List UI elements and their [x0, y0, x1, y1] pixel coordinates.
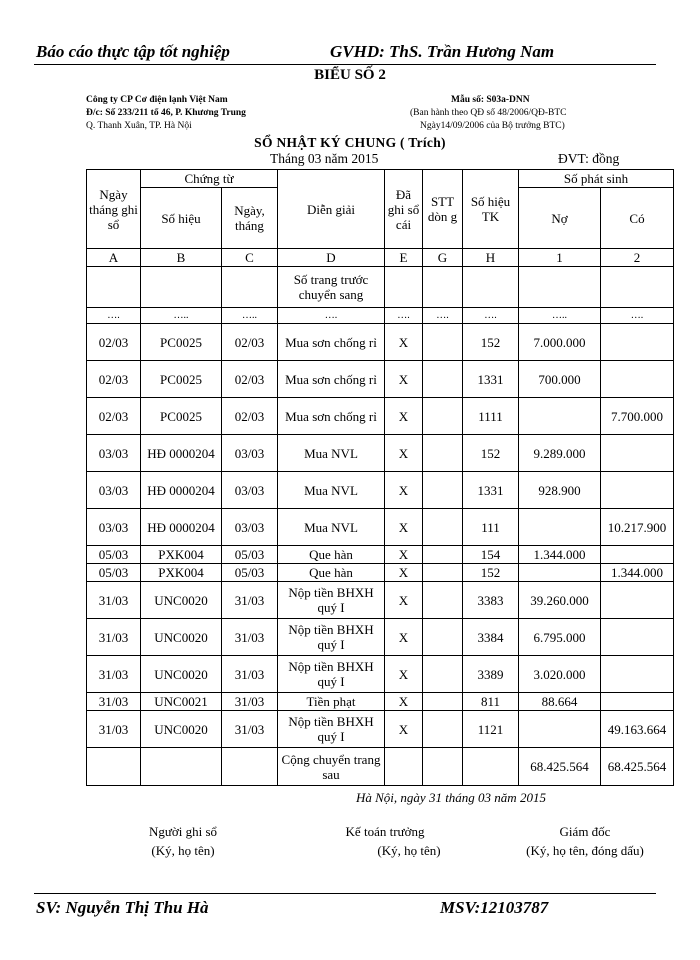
entry-description: Nộp tiền BHXH quý I: [278, 582, 385, 619]
debit-amount: 1.344.000: [519, 546, 601, 564]
credit-amount: [601, 619, 674, 656]
voucher-number: HĐ 0000204: [141, 472, 222, 509]
credit-amount: 1.344.000: [601, 564, 674, 582]
voucher-number: HĐ 0000204: [141, 509, 222, 546]
ellipsis: …..: [141, 308, 222, 324]
voucher-date: 31/03: [222, 711, 278, 748]
voucher-number: PC0025: [141, 398, 222, 435]
voucher-date: 05/03: [222, 546, 278, 564]
col-header-account: Số hiệu TK: [463, 170, 519, 249]
account-number: 3389: [463, 656, 519, 693]
col-header-amount: Số phát sinh: [519, 170, 674, 188]
signature-note: (Ký, họ tên): [151, 843, 215, 858]
ellipsis: ….: [423, 308, 463, 324]
entry-description: Mua sơn chống rỉ: [278, 324, 385, 361]
closing-total-row: [87, 748, 674, 786]
journal-entry-row: [87, 435, 674, 472]
posted-mark: X: [385, 509, 423, 546]
journal-entry-row: [87, 619, 674, 656]
ellipsis: …..: [519, 308, 601, 324]
debit-amount: 7.000.000: [519, 324, 601, 361]
posted-mark: X: [385, 361, 423, 398]
journal-entry-row: [87, 656, 674, 693]
entry-date: 03/03: [87, 472, 141, 509]
account-number: 811: [463, 693, 519, 711]
col-code: B: [141, 249, 222, 267]
journal-entry-row: [87, 711, 674, 748]
col-header-voucher: Chứng từ: [141, 170, 278, 188]
line-number: [423, 324, 463, 361]
col-header-description: Diễn giải: [278, 170, 385, 249]
ellipsis: …..: [222, 308, 278, 324]
debit-amount: 3.020.000: [519, 656, 601, 693]
journal-entry-row: [87, 472, 674, 509]
line-number: [423, 711, 463, 748]
posted-mark: X: [385, 582, 423, 619]
signature-note: (Ký, họ tên): [377, 843, 441, 858]
col-code: 1: [519, 249, 601, 267]
debit-amount: 928.900: [519, 472, 601, 509]
entry-description: Mua NVL: [278, 472, 385, 509]
entry-description: Mua sơn chống rỉ: [278, 398, 385, 435]
signature-title: Người ghi sổ: [148, 824, 218, 839]
journal-entry-row: [87, 324, 674, 361]
col-code: G: [423, 249, 463, 267]
debit-amount: [519, 564, 601, 582]
journal-entry-row: [87, 546, 674, 564]
form-code: Mẫu số: S03a-DNN: [451, 95, 530, 105]
voucher-number: UNC0020: [141, 582, 222, 619]
signature-director: [505, 822, 665, 860]
col-code: C: [222, 249, 278, 267]
form-issued: (Ban hành theo QĐ số 48/2006/QĐ-BTC: [410, 108, 567, 118]
general-journal-table: [86, 169, 674, 786]
closing-credit-total: 68.425.564: [601, 748, 674, 786]
voucher-number: UNC0020: [141, 656, 222, 693]
debit-amount: [519, 398, 601, 435]
ellipsis: ….: [278, 308, 385, 324]
ellipsis-row: [87, 308, 674, 324]
voucher-date: 31/03: [222, 656, 278, 693]
company-district: Q. Thanh Xuân, TP. Hà Nội: [86, 121, 192, 131]
posted-mark: X: [385, 398, 423, 435]
credit-amount: 10.217.900: [601, 509, 674, 546]
credit-amount: 7.700.000: [601, 398, 674, 435]
voucher-date: 31/03: [222, 693, 278, 711]
account-number: 152: [463, 324, 519, 361]
line-number: [423, 693, 463, 711]
journal-entry-row: [87, 582, 674, 619]
ellipsis: ….: [601, 308, 674, 324]
voucher-number: HĐ 0000204: [141, 435, 222, 472]
student-name: SV: Nguyễn Thị Thu Hà: [36, 898, 209, 917]
journal-entry-row: [87, 693, 674, 711]
voucher-number: PC0025: [141, 361, 222, 398]
credit-amount: [601, 472, 674, 509]
account-number: 1121: [463, 711, 519, 748]
footer-divider: [34, 893, 656, 894]
entry-date: 02/03: [87, 361, 141, 398]
entry-description: Que hàn: [278, 546, 385, 564]
entry-date: 03/03: [87, 435, 141, 472]
debit-amount: 88.664: [519, 693, 601, 711]
account-number: 111: [463, 509, 519, 546]
entry-description: Nộp tiền BHXH quý I: [278, 619, 385, 656]
account-number: 3384: [463, 619, 519, 656]
account-number: 1331: [463, 361, 519, 398]
voucher-date: 03/03: [222, 509, 278, 546]
ellipsis: ….: [87, 308, 141, 324]
ellipsis: ….: [463, 308, 519, 324]
posted-mark: X: [385, 324, 423, 361]
form-issued-date: Ngày14/09/2006 của Bộ trưởng BTC): [420, 121, 565, 131]
posted-mark: X: [385, 546, 423, 564]
entry-date: 03/03: [87, 509, 141, 546]
line-number: [423, 564, 463, 582]
posted-mark: X: [385, 656, 423, 693]
account-number: 1111: [463, 398, 519, 435]
col-header-debit: Nợ: [519, 188, 601, 249]
entry-description: Nộp tiền BHXH quý I: [278, 656, 385, 693]
currency-unit: ĐVT: đồng: [558, 151, 620, 166]
signature-note: (Ký, họ tên, đóng dấu): [526, 843, 644, 858]
posted-mark: X: [385, 693, 423, 711]
credit-amount: [601, 435, 674, 472]
header-divider: [34, 64, 656, 65]
voucher-number: PXK004: [141, 564, 222, 582]
entry-date: 02/03: [87, 398, 141, 435]
supervisor-name: GVHD: ThS. Trần Hương Nam: [330, 42, 555, 61]
credit-amount: [601, 582, 674, 619]
debit-amount: 39.260.000: [519, 582, 601, 619]
signature-recorder: [118, 822, 248, 860]
voucher-number: PC0025: [141, 324, 222, 361]
entry-date: 05/03: [87, 546, 141, 564]
debit-amount: [519, 711, 601, 748]
voucher-number: PXK004: [141, 546, 222, 564]
posted-mark: X: [385, 711, 423, 748]
account-number: 1331: [463, 472, 519, 509]
entry-date: 02/03: [87, 324, 141, 361]
col-header-line-no: STT dòn g: [423, 170, 463, 249]
credit-amount: [601, 693, 674, 711]
company-address: Đ/c: Số 233/211 tổ 46, P. Khương Trung: [86, 108, 246, 118]
debit-amount: 700.000: [519, 361, 601, 398]
line-number: [423, 398, 463, 435]
ellipsis: ….: [385, 308, 423, 324]
col-code: E: [385, 249, 423, 267]
column-code-row: [87, 249, 674, 267]
entry-description: Mua sơn chống rỉ: [278, 361, 385, 398]
journal-entry-row: [87, 509, 674, 546]
journal-entry-row: [87, 361, 674, 398]
voucher-date: 02/03: [222, 324, 278, 361]
voucher-number: UNC0020: [141, 619, 222, 656]
voucher-date: 02/03: [222, 361, 278, 398]
form-title: BIỂU SỐ 2: [314, 67, 386, 83]
voucher-date: 05/03: [222, 564, 278, 582]
col-header-posted: Đã ghi sổ cái: [385, 170, 423, 249]
entry-description: Mua NVL: [278, 509, 385, 546]
debit-amount: [519, 509, 601, 546]
debit-amount: 9.289.000: [519, 435, 601, 472]
credit-amount: [601, 324, 674, 361]
report-header-title: Báo cáo thực tập tốt nghiệp: [36, 42, 230, 61]
line-number: [423, 435, 463, 472]
entry-date: 05/03: [87, 564, 141, 582]
line-number: [423, 656, 463, 693]
col-code: 2: [601, 249, 674, 267]
account-number: 3383: [463, 582, 519, 619]
closing-label: Cộng chuyển trang sau: [278, 748, 385, 786]
credit-amount: [601, 656, 674, 693]
entry-date: 31/03: [87, 582, 141, 619]
entry-description: Nộp tiền BHXH quý I: [278, 711, 385, 748]
voucher-date: 03/03: [222, 435, 278, 472]
voucher-date: 03/03: [222, 472, 278, 509]
posted-mark: X: [385, 619, 423, 656]
col-header-voucher-date: Ngày, tháng: [222, 188, 278, 249]
credit-amount: [601, 361, 674, 398]
col-code: A: [87, 249, 141, 267]
journal-title: SỔ NHẬT KÝ CHUNG ( Trích): [254, 135, 446, 150]
journal-entry-row: [87, 564, 674, 582]
voucher-number: UNC0020: [141, 711, 222, 748]
posted-mark: X: [385, 435, 423, 472]
journal-period: Tháng 03 năm 2015: [270, 151, 379, 166]
signature-chief-accountant: [300, 822, 470, 860]
line-number: [423, 509, 463, 546]
voucher-number: UNC0021: [141, 693, 222, 711]
signature-title: Giám đốc: [559, 824, 611, 839]
line-number: [423, 619, 463, 656]
posted-mark: X: [385, 564, 423, 582]
place-date: Hà Nội, ngày 31 tháng 03 năm 2015: [356, 790, 546, 805]
closing-debit-total: 68.425.564: [519, 748, 601, 786]
col-code: D: [278, 249, 385, 267]
entry-description: Mua NVL: [278, 435, 385, 472]
opening-balance-row: [87, 267, 674, 308]
signature-title: Kế toán trưởng: [345, 824, 425, 839]
line-number: [423, 472, 463, 509]
student-id: MSV:12103787: [440, 898, 549, 917]
line-number: [423, 582, 463, 619]
account-number: 152: [463, 564, 519, 582]
col-header-credit: Có: [601, 188, 674, 249]
entry-date: 31/03: [87, 711, 141, 748]
entry-description: Que hàn: [278, 564, 385, 582]
entry-date: 31/03: [87, 693, 141, 711]
col-code: H: [463, 249, 519, 267]
company-name: Công ty CP Cơ điện lạnh Việt Nam: [86, 95, 228, 105]
entry-description: Tiền phạt: [278, 693, 385, 711]
credit-amount: [601, 546, 674, 564]
voucher-date: 31/03: [222, 619, 278, 656]
voucher-date: 31/03: [222, 582, 278, 619]
opening-balance-label: Số trang trước chuyển sang: [278, 267, 385, 308]
entry-date: 31/03: [87, 656, 141, 693]
posted-mark: X: [385, 472, 423, 509]
journal-entry-row: [87, 398, 674, 435]
account-number: 152: [463, 435, 519, 472]
debit-amount: 6.795.000: [519, 619, 601, 656]
line-number: [423, 361, 463, 398]
account-number: 154: [463, 546, 519, 564]
entry-date: 31/03: [87, 619, 141, 656]
line-number: [423, 546, 463, 564]
credit-amount: 49.163.664: [601, 711, 674, 748]
col-header-voucher-no: Số hiệu: [141, 188, 222, 249]
voucher-date: 02/03: [222, 398, 278, 435]
col-header-date: Ngày tháng ghi sổ: [87, 170, 141, 249]
journal-entries: [87, 324, 674, 748]
